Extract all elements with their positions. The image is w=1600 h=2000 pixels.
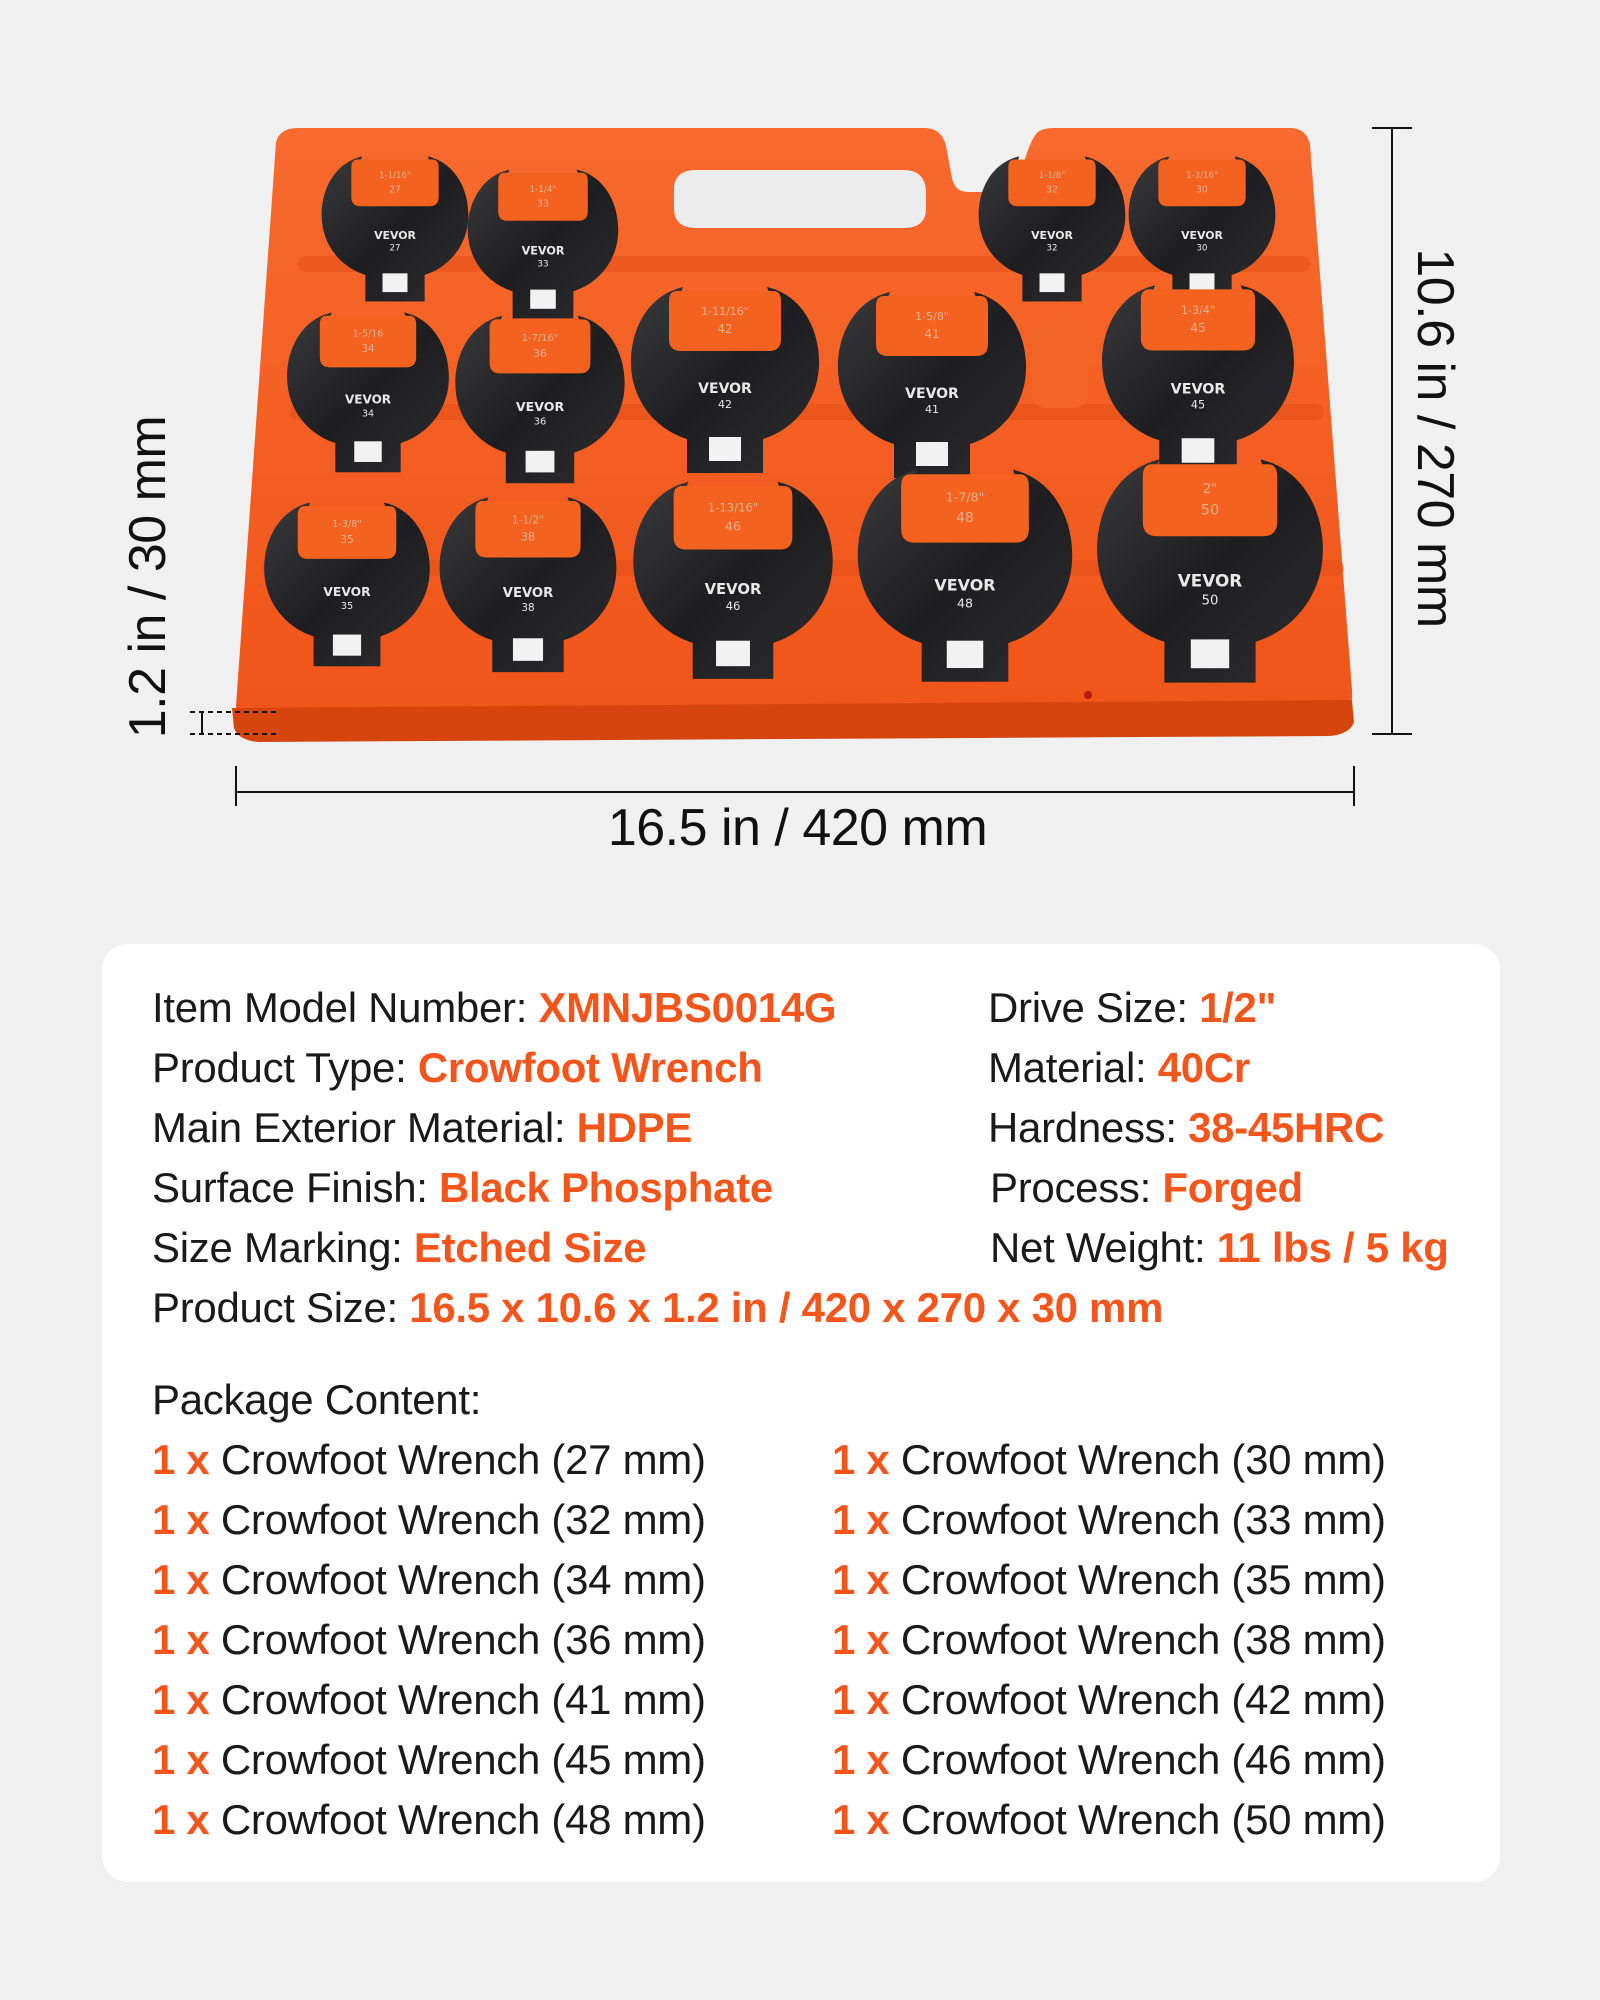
wrench-metric-marking: 34 — [361, 342, 375, 355]
wrench-size-label: 42 — [718, 398, 732, 411]
height-dimension-label: 1.2 in / 30 mm — [119, 415, 177, 739]
package-item-quantity: 1 x — [832, 1736, 890, 1783]
spec-value: 38-45HRC — [1188, 1104, 1385, 1151]
spec-label: Product Type: — [152, 1044, 418, 1091]
spec-surface-finish — [152, 1162, 773, 1214]
package-item-quantity: 1 x — [832, 1556, 890, 1603]
package-item-name: Crowfoot Wrench (41 mm) — [220, 1676, 706, 1723]
package-item — [832, 1734, 1386, 1786]
spec-label: Process: — [990, 1164, 1163, 1211]
package-item-name: Crowfoot Wrench (34 mm) — [220, 1556, 706, 1603]
package-item — [832, 1554, 1386, 1606]
spec-value: 16.5 x 10.6 x 1.2 in / 420 x 270 x 30 mm — [409, 1284, 1164, 1331]
wrench-brand-logo: VEVOR — [1177, 570, 1243, 591]
spec-value: Crowfoot Wrench — [417, 1044, 763, 1091]
wrench-brand-logo: VEVOR — [698, 381, 752, 397]
spec-value: Forged — [1162, 1164, 1303, 1211]
wrench-imperial-marking: 1-5/16 — [352, 328, 384, 340]
wrench-imperial-marking: 1-3/16" — [1186, 171, 1218, 182]
spec-hardness — [988, 1102, 1384, 1154]
package-item — [832, 1494, 1386, 1546]
spec-label: Material: — [988, 1044, 1158, 1091]
wrench-metric-marking: 38 — [520, 530, 536, 544]
spec-model — [152, 982, 836, 1034]
wrench-size-label: 48 — [957, 595, 973, 611]
package-content-heading: Package Content: — [152, 1376, 482, 1423]
specification-card — [102, 944, 1500, 1882]
wrench-metric-marking: 42 — [717, 322, 733, 336]
spec-product-type — [152, 1042, 763, 1094]
wrench-imperial-marking: 1-1/16" — [379, 171, 411, 182]
package-item — [152, 1494, 706, 1546]
package-item — [152, 1614, 706, 1666]
wrench-metric-marking: 32 — [1046, 184, 1058, 196]
wrench-metric-marking: 45 — [1190, 321, 1206, 336]
package-item — [832, 1614, 1386, 1666]
wrench-imperial-marking: 1-1/8" — [1038, 171, 1066, 182]
package-item-quantity: 1 x — [152, 1496, 210, 1543]
wrench-metric-marking: 30 — [1196, 184, 1208, 196]
wrench-imperial-marking: 2" — [1202, 482, 1218, 497]
spec-product-size — [152, 1282, 1163, 1334]
wrench-brand-logo: VEVOR — [1181, 229, 1223, 243]
package-item-name: Crowfoot Wrench (36 mm) — [220, 1616, 706, 1663]
wrench-metric-marking: 35 — [340, 534, 354, 547]
wrench-size-label: 45 — [1190, 398, 1206, 412]
wrench-imperial-marking: 1-1/2" — [512, 514, 544, 527]
package-item-name: Crowfoot Wrench (50 mm) — [900, 1796, 1386, 1843]
spec-label: Item Model Number: — [152, 984, 539, 1031]
package-item-quantity: 1 x — [832, 1676, 890, 1723]
spec-value: 1/2" — [1199, 984, 1277, 1031]
wrench-size-label: 33 — [537, 259, 549, 270]
spec-label: Surface Finish: — [152, 1164, 439, 1211]
package-item — [152, 1794, 706, 1846]
wrench-size-label: 41 — [925, 403, 939, 416]
wrench-size-label: 46 — [725, 598, 741, 613]
spec-exterior-material — [152, 1102, 692, 1154]
spec-process — [990, 1162, 1303, 1214]
package-item-quantity: 1 x — [832, 1436, 890, 1483]
spec-value: HDPE — [576, 1104, 693, 1151]
package-item — [152, 1434, 706, 1486]
wrench-brand-logo: VEVOR — [1031, 229, 1073, 243]
package-item-quantity: 1 x — [152, 1796, 210, 1843]
width-dimension-label: 16.5 in / 420 mm — [607, 799, 988, 857]
package-item-name: Crowfoot Wrench (48 mm) — [220, 1796, 706, 1843]
package-item-name: Crowfoot Wrench (32 mm) — [220, 1496, 706, 1543]
wrench-imperial-marking: 1-3/4" — [1180, 303, 1216, 317]
wrench-size-label: 32 — [1046, 243, 1058, 254]
package-item-name: Crowfoot Wrench (42 mm) — [900, 1676, 1386, 1723]
spec-label: Net Weight: — [990, 1224, 1217, 1271]
length-dimension-label: 10.6 in / 270 mm — [1406, 248, 1464, 628]
carry-handle — [674, 170, 926, 228]
spec-value: Black Phosphate — [439, 1164, 773, 1211]
wrench-size-label: 30 — [1196, 243, 1208, 254]
spec-value: 40Cr — [1157, 1044, 1250, 1091]
package-item-quantity: 1 x — [832, 1796, 890, 1843]
package-item-name: Crowfoot Wrench (45 mm) — [220, 1736, 706, 1783]
wrench-metric-marking: 46 — [724, 518, 742, 534]
spec-value: XMNJBS0014G — [538, 984, 837, 1031]
spec-label: Main Exterior Material: — [152, 1104, 577, 1151]
spec-label: Drive Size: — [988, 984, 1200, 1031]
spec-label: Size Marking: — [152, 1224, 414, 1271]
package-item — [832, 1794, 1386, 1846]
wrench-size-label: 50 — [1201, 593, 1219, 609]
package-item-quantity: 1 x — [832, 1496, 890, 1543]
package-item-name: Crowfoot Wrench (33 mm) — [900, 1496, 1386, 1543]
package-item-name: Crowfoot Wrench (38 mm) — [900, 1616, 1386, 1663]
package-item — [832, 1674, 1386, 1726]
package-item-quantity: 1 x — [152, 1736, 210, 1783]
spec-size-marking — [152, 1222, 646, 1274]
wrench-brand-logo: VEVOR — [704, 581, 762, 599]
wrench-metric-marking: 27 — [389, 184, 401, 196]
wrench-brand-logo: VEVOR — [1170, 381, 1226, 398]
package-item — [152, 1674, 706, 1726]
package-item-quantity: 1 x — [152, 1616, 210, 1663]
package-item-name: Crowfoot Wrench (27 mm) — [220, 1436, 706, 1483]
wrench-brand-logo: VEVOR — [502, 585, 554, 601]
wrench-metric-marking: 36 — [533, 347, 547, 361]
package-item-quantity: 1 x — [152, 1556, 210, 1603]
wrench-imperial-marking: 1-13/16" — [707, 500, 759, 515]
wrench-brand-logo: VEVOR — [934, 575, 996, 595]
package-item-name: Crowfoot Wrench (35 mm) — [900, 1556, 1386, 1603]
spec-label: Product Size: — [152, 1284, 410, 1331]
spec-drive-size — [988, 982, 1276, 1034]
wrench-brand-logo: VEVOR — [323, 584, 371, 599]
package-item-quantity: 1 x — [832, 1616, 890, 1663]
spec-material — [988, 1042, 1250, 1094]
spec-label: Hardness: — [988, 1104, 1189, 1151]
spec-net-weight — [990, 1222, 1449, 1274]
wrench-brand-logo: VEVOR — [515, 399, 565, 415]
package-item — [152, 1554, 706, 1606]
product-image — [0, 0, 1600, 900]
package-item — [152, 1734, 706, 1786]
package-item-quantity: 1 x — [152, 1436, 210, 1483]
wrench-imperial-marking: 1-11/16" — [701, 305, 749, 318]
wrench-size-label: 38 — [521, 602, 535, 615]
spec-value: 11 lbs / 5 kg — [1216, 1224, 1449, 1271]
wrench-metric-marking: 41 — [924, 327, 940, 341]
wrench-brand-logo: VEVOR — [374, 229, 416, 243]
wrench-metric-marking: 48 — [956, 510, 974, 527]
wrench-brand-logo: VEVOR — [521, 244, 565, 258]
wrench-imperial-marking: 1-5/8" — [915, 310, 949, 323]
wrench-size-label: 27 — [389, 243, 401, 254]
wrench-size-label: 34 — [361, 408, 375, 420]
wrench-imperial-marking: 1-7/16" — [521, 333, 559, 344]
package-item-name: Crowfoot Wrench (30 mm) — [900, 1436, 1386, 1483]
wrench-brand-logo: VEVOR — [344, 392, 392, 407]
wrench-imperial-marking: 1-3/8" — [332, 519, 362, 531]
wrench-brand-logo: VEVOR — [905, 386, 959, 402]
package-item-name: Crowfoot Wrench (46 mm) — [900, 1736, 1386, 1783]
wrench-imperial-marking: 1-1/4" — [529, 185, 557, 195]
wrench-metric-marking: 33 — [536, 198, 550, 210]
wrench-imperial-marking: 1-7/8" — [945, 489, 985, 505]
package-item-quantity: 1 x — [152, 1676, 210, 1723]
spec-value: Etched Size — [413, 1224, 647, 1271]
wrench-metric-marking: 50 — [1200, 502, 1220, 519]
wrench-size-label: 35 — [340, 601, 354, 613]
package-item — [832, 1434, 1386, 1486]
wrench-size-label: 36 — [533, 416, 547, 428]
